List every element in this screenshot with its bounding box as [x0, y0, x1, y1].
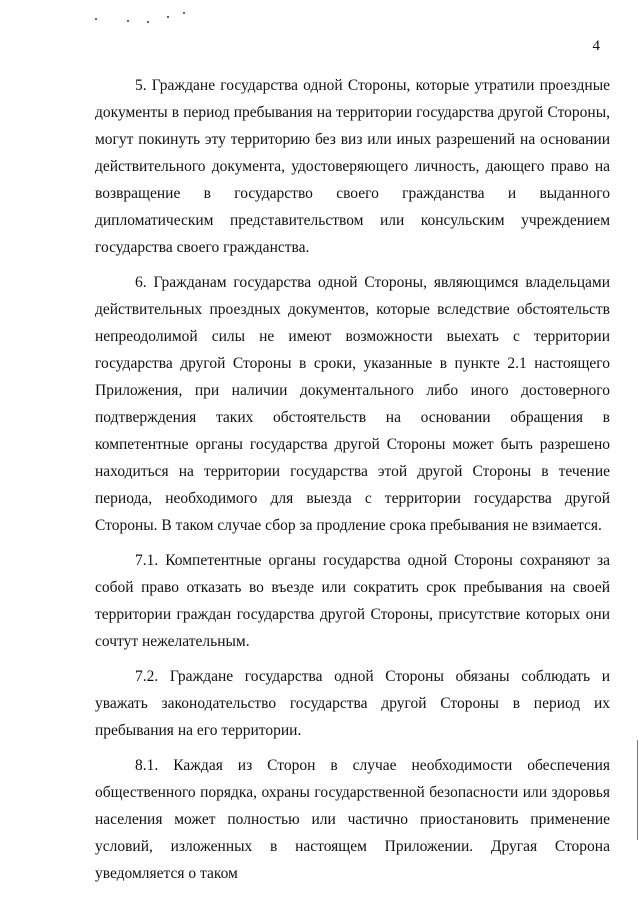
- page-number: 4: [592, 38, 600, 54]
- document-body: [95, 72, 610, 895]
- paragraph-5: 5. Граждане государства одной Стороны, которые утратили проездные документы в период пребывания на территории государства другой Стороны, могут покинуть эту территорию без виз или иных разрешений на основании действительного документа, удостоверяющего личность, дающего право на возвращение в государство своего гражданства и выданного дипломатическим представительством или консульским учреждением государства своего гражданства.: [95, 77, 610, 256]
- scan-speck: [95, 18, 97, 20]
- paragraph-7-1: 7.1. Компетентные органы государства одной Стороны сохраняют за собой право отказать во въезде или сократить срок пребывания на своей территории граждан государства другой Стороны, присутствие которых они сочтут нежелательным.: [95, 552, 610, 650]
- paragraph-8-1: 8.1. Каждая из Сторон в случае необходимости обеспечения общественного порядка, охраны государственной безопасности или здоровья населения может полностью или частично приостановить применение условий, изложенных в настоящем Приложении. Другая Сторона уведомляется о таком: [95, 757, 610, 882]
- scan-speck: [167, 16, 169, 18]
- paragraph-7-2: 7.2. Граждане государства одной Стороны обязаны соблюдать и уважать законодательство государства другой Стороны в период их пребывания на его территории.: [95, 668, 610, 739]
- scan-edge-line: [637, 740, 638, 840]
- paragraph-6: 6. Гражданам государства одной Стороны, являющимся владельцами действительных проездных документов, которые вследствие обстоятельств непреодолимой силы не имеют возможности выехать с территории государства другой Стороны в сроки, указанные в пункте 2.1 настоящего Приложения, при наличии документального либо иного достоверного подтверждения таких обстоятельств на основании обращения в компетентные органы государства другой Стороны может быть разрешено находиться на территории государства этой другой Стороны в течение периода, необходимого для выезда с территории государства другой Стороны. В таком случае сбор за продление срока пребывания не взимается.: [95, 274, 610, 534]
- scan-speck: [183, 12, 185, 14]
- scan-speck: [127, 20, 129, 22]
- scan-specks: [95, 12, 195, 24]
- scan-speck: [147, 21, 149, 23]
